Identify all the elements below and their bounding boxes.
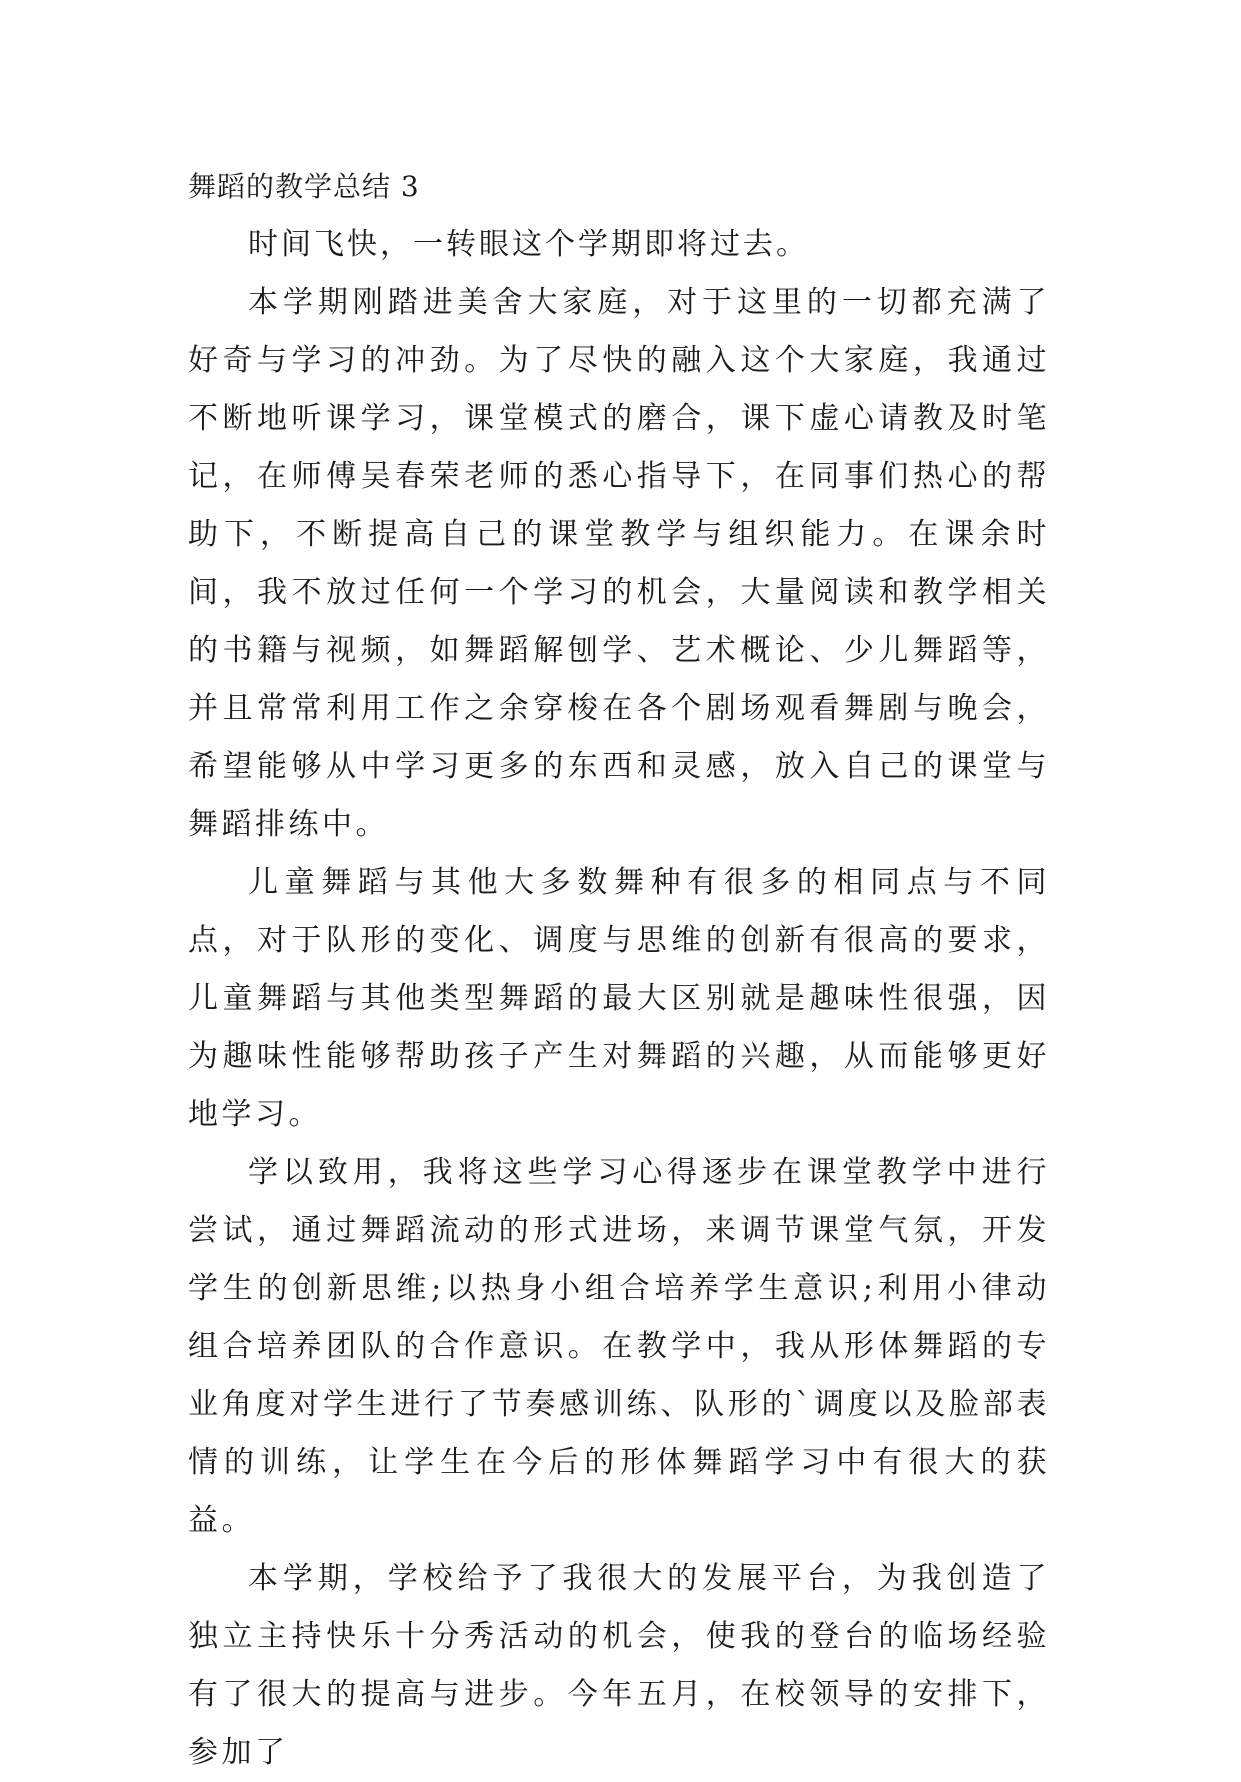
paragraph-2: 本学期刚踏进美舍大家庭，对于这里的一切都充满了好奇与学习的冲劲。为了尽快的融入这个大家庭，我通过不断地听课学习，课堂模式的磨合，课下虚心请教及时笔记，在师傅吴春荣老师的悉心指导下，在同事们热心的帮助下，不断提高自己的课堂教学与组织能力。在课余时间，我不放过任何一个学习的机会，大量阅读和教学相关的书籍与视频，如舞蹈解刨学、艺术概论、少儿舞蹈等，并且常常利用工作之余穿梭在各个剧场观看舞剧与晚会，希望能够从中学习更多的东西和灵感，放入自己的课堂与舞蹈排练中。 — [188, 285, 1050, 842]
paragraph-3: 儿童舞蹈与其他大多数舞种有很多的相同点与不同点，对于队形的变化、调度与思维的创新有很高的要求，儿童舞蹈与其他类型舞蹈的最大区别就是趣味性很强，因为趣味性能够帮助孩子产生对舞蹈的兴趣，从而能够更好地学习。 — [188, 865, 1050, 1132]
document-title: 舞蹈的教学总结 3 — [188, 170, 420, 203]
document-body — [188, 158, 1050, 1782]
paragraph-1: 时间飞快，一转眼这个学期即将过去。 — [248, 227, 809, 262]
paragraph-4: 学以致用，我将这些学习心得逐步在课堂教学中进行尝试，通过舞蹈流动的形式进场，来调节课堂气氛，开发学生的创新思维;以热身小组合培养学生意识;利用小律动组合培养团队的合作意识。在教学中，我从形体舞蹈的专业角度对学生进行了节奏感训练、队形的`调度以及脸部表情的训练，让学生在今后的形体舞蹈学习中有很大的获益。 — [188, 1155, 1050, 1538]
paragraph-5: 本学期，学校给予了我很大的发展平台，为我创造了独立主持快乐十分秀活动的机会，使我的登台的临场经验有了很大的提高与进步。今年五月，在校领导的安排下，参加了 — [188, 1561, 1050, 1770]
